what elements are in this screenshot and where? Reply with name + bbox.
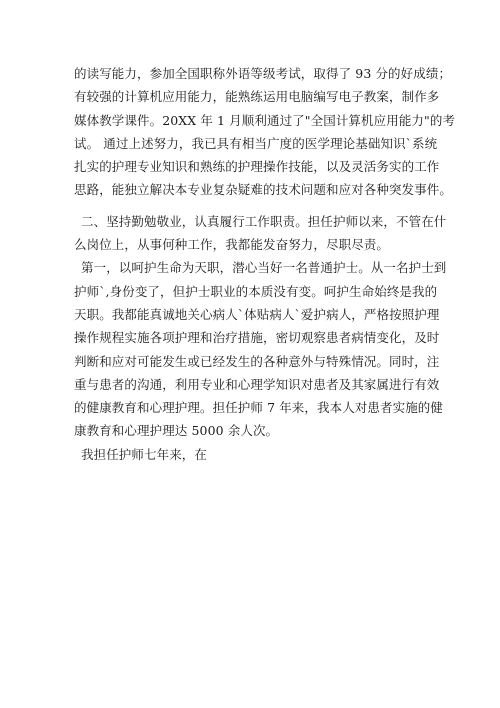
text-line: 思路，能独立解决本专业复杂疑难的技术问题和应对各种突发事件。 <box>74 182 453 198</box>
paragraph-first-point <box>74 256 447 442</box>
text-line: 扎实的护理专业知识和熟练的护理操作技能，以及灵活务实的工作 <box>74 159 440 175</box>
text-line: 操作规程实施各项护理和治疗措施，密切观察患者病情变化，及时 <box>74 330 440 346</box>
text-line: 有较强的计算机应用能力，能熟练运用电脑编写电子教案，制作多 <box>74 89 440 105</box>
text-line: 媒体教学课件。20XX 年 1 月顺利通过了"全国计算机应用能力"的考 <box>74 112 456 128</box>
text-line: 么岗位上，从事何种工作，我都能发奋努力，尽职尽责。 <box>74 237 390 253</box>
text-line: 重与患者的沟通，利用专业和心理学知识对患者及其家属进行有效 <box>74 376 440 392</box>
text-line: 康教育和心理护理达 5000 余人次。 <box>74 423 279 439</box>
text-line: 我担任护师七年来，在 <box>81 446 208 462</box>
text-line: 的健康教育和心理护理。担任护师 7 年来，我本人对患者实施的健 <box>74 400 444 416</box>
text-line: 试。 通过上述努力，我已具有相当广度的医学理论基础知识`系统 <box>74 135 438 151</box>
text-line: 的读写能力，参加全国职称外语等级考试，取得了 93 分的好成绩； <box>74 66 452 81</box>
text-line: 天职。我都能真诚地关心病人`体贴病人`爱护病人，严格按照护理 <box>74 306 440 322</box>
paragraph-qualifications <box>74 62 456 202</box>
text-line: 护师`,身份变了，但护士职业的本质没有变。呵护生命始终是我的 <box>74 283 438 299</box>
text-line: 二、坚持勤勉敬业，认真履行工作职责。担任护师以来，不管在什 <box>81 213 447 229</box>
paragraph-section-two <box>74 210 447 257</box>
text-line: 判断和应对可能发生或已经发生的各种意外与特殊情况。同时，注 <box>74 353 440 369</box>
document-body <box>74 62 456 466</box>
text-line: 第一，以呵护生命为天职，潜心当好一名普通护士。从一名护士到 <box>81 260 447 276</box>
paragraph-continuation <box>74 443 434 466</box>
